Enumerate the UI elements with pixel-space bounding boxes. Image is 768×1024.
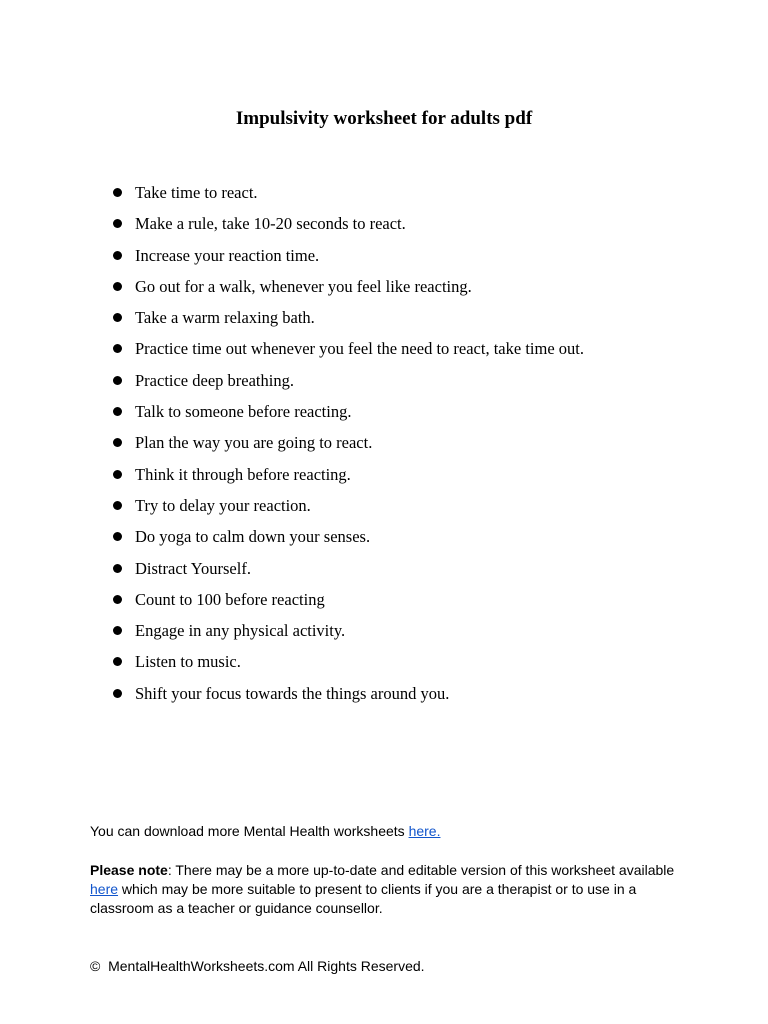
- tips-list: [110, 180, 584, 712]
- download-line: [90, 822, 440, 841]
- list-item: [110, 430, 584, 461]
- bullet-icon: [113, 188, 122, 197]
- list-item-text: Practice time out whenever you feel the need to react, take time out.: [135, 339, 584, 359]
- list-item-text: Go out for a walk, whenever you feel like reacting.: [135, 276, 472, 296]
- list-item-text: Make a rule, take 10-20 seconds to react.: [135, 214, 406, 234]
- bullet-icon: [113, 219, 122, 228]
- list-item-text: Increase your reaction time.: [135, 245, 320, 265]
- bullet-icon: [113, 626, 122, 635]
- list-item: [110, 649, 584, 680]
- bullet-icon: [113, 657, 122, 666]
- copyright-symbol: ©: [90, 958, 101, 974]
- list-item-text: Think it through before reacting.: [135, 464, 351, 484]
- bullet-icon: [113, 532, 122, 541]
- note-text-1: : There may be a more up-to-date and editable version of this worksheet available: [167, 862, 675, 878]
- list-item-text: Do yoga to calm down your senses.: [135, 527, 371, 547]
- download-link[interactable]: here.: [408, 823, 441, 839]
- bullet-icon: [113, 564, 122, 573]
- list-item: [110, 462, 584, 493]
- list-item: [110, 681, 584, 712]
- list-item: [110, 368, 584, 399]
- bullet-icon: [113, 595, 122, 604]
- list-item-text: Take time to react.: [135, 183, 258, 202]
- bullet-icon: [113, 689, 122, 698]
- page-title: Impulsivity worksheet for adults pdf: [235, 107, 533, 129]
- list-item-text: Distract Yourself.: [135, 558, 251, 578]
- list-item: [110, 618, 584, 649]
- list-item: [110, 399, 584, 430]
- download-text: You can download more Mental Health worksheets: [90, 823, 409, 839]
- bullet-icon: [113, 376, 122, 385]
- list-item-text: Plan the way you are going to react.: [135, 433, 373, 453]
- list-item-text: Shift your focus towards the things around you.: [135, 683, 450, 703]
- bullet-icon: [113, 251, 122, 260]
- list-item-text: Engage in any physical activity.: [135, 621, 346, 641]
- list-item-text: Listen to music.: [135, 652, 241, 672]
- list-item: [110, 274, 584, 305]
- copyright-text: MentalHealthWorksheets.com All Rights Reserved.: [108, 958, 425, 974]
- note-text-2: which may be more suitable to present to clients if you are a therapist or to use in a classroom as a teacher or guidance counsellor.: [90, 881, 637, 916]
- bullet-icon: [113, 470, 122, 479]
- bullet-icon: [113, 438, 122, 447]
- note-link[interactable]: here: [90, 881, 119, 897]
- bullet-icon: [113, 282, 122, 291]
- note-paragraph: [90, 861, 690, 918]
- list-item: [110, 243, 584, 274]
- list-item-text: Count to 100 before reacting: [135, 589, 325, 609]
- list-item-text: Talk to someone before reacting.: [135, 402, 352, 422]
- list-item: [110, 336, 584, 367]
- bullet-icon: [113, 313, 122, 322]
- list-item-text: Practice deep breathing.: [135, 370, 294, 390]
- list-item-text: Try to delay your reaction.: [135, 495, 311, 515]
- list-item: [110, 587, 584, 618]
- list-item: [110, 211, 584, 242]
- bullet-icon: [113, 344, 122, 353]
- list-item: [110, 305, 584, 336]
- list-item-text: Take a warm relaxing bath.: [135, 308, 315, 328]
- note-label: Please note: [90, 862, 168, 878]
- bullet-icon: [113, 407, 122, 416]
- copyright-footer: [90, 957, 425, 976]
- list-item: [110, 180, 584, 211]
- list-item: [110, 524, 584, 555]
- list-item: [110, 556, 584, 587]
- list-item: [110, 493, 584, 524]
- bullet-icon: [113, 501, 122, 510]
